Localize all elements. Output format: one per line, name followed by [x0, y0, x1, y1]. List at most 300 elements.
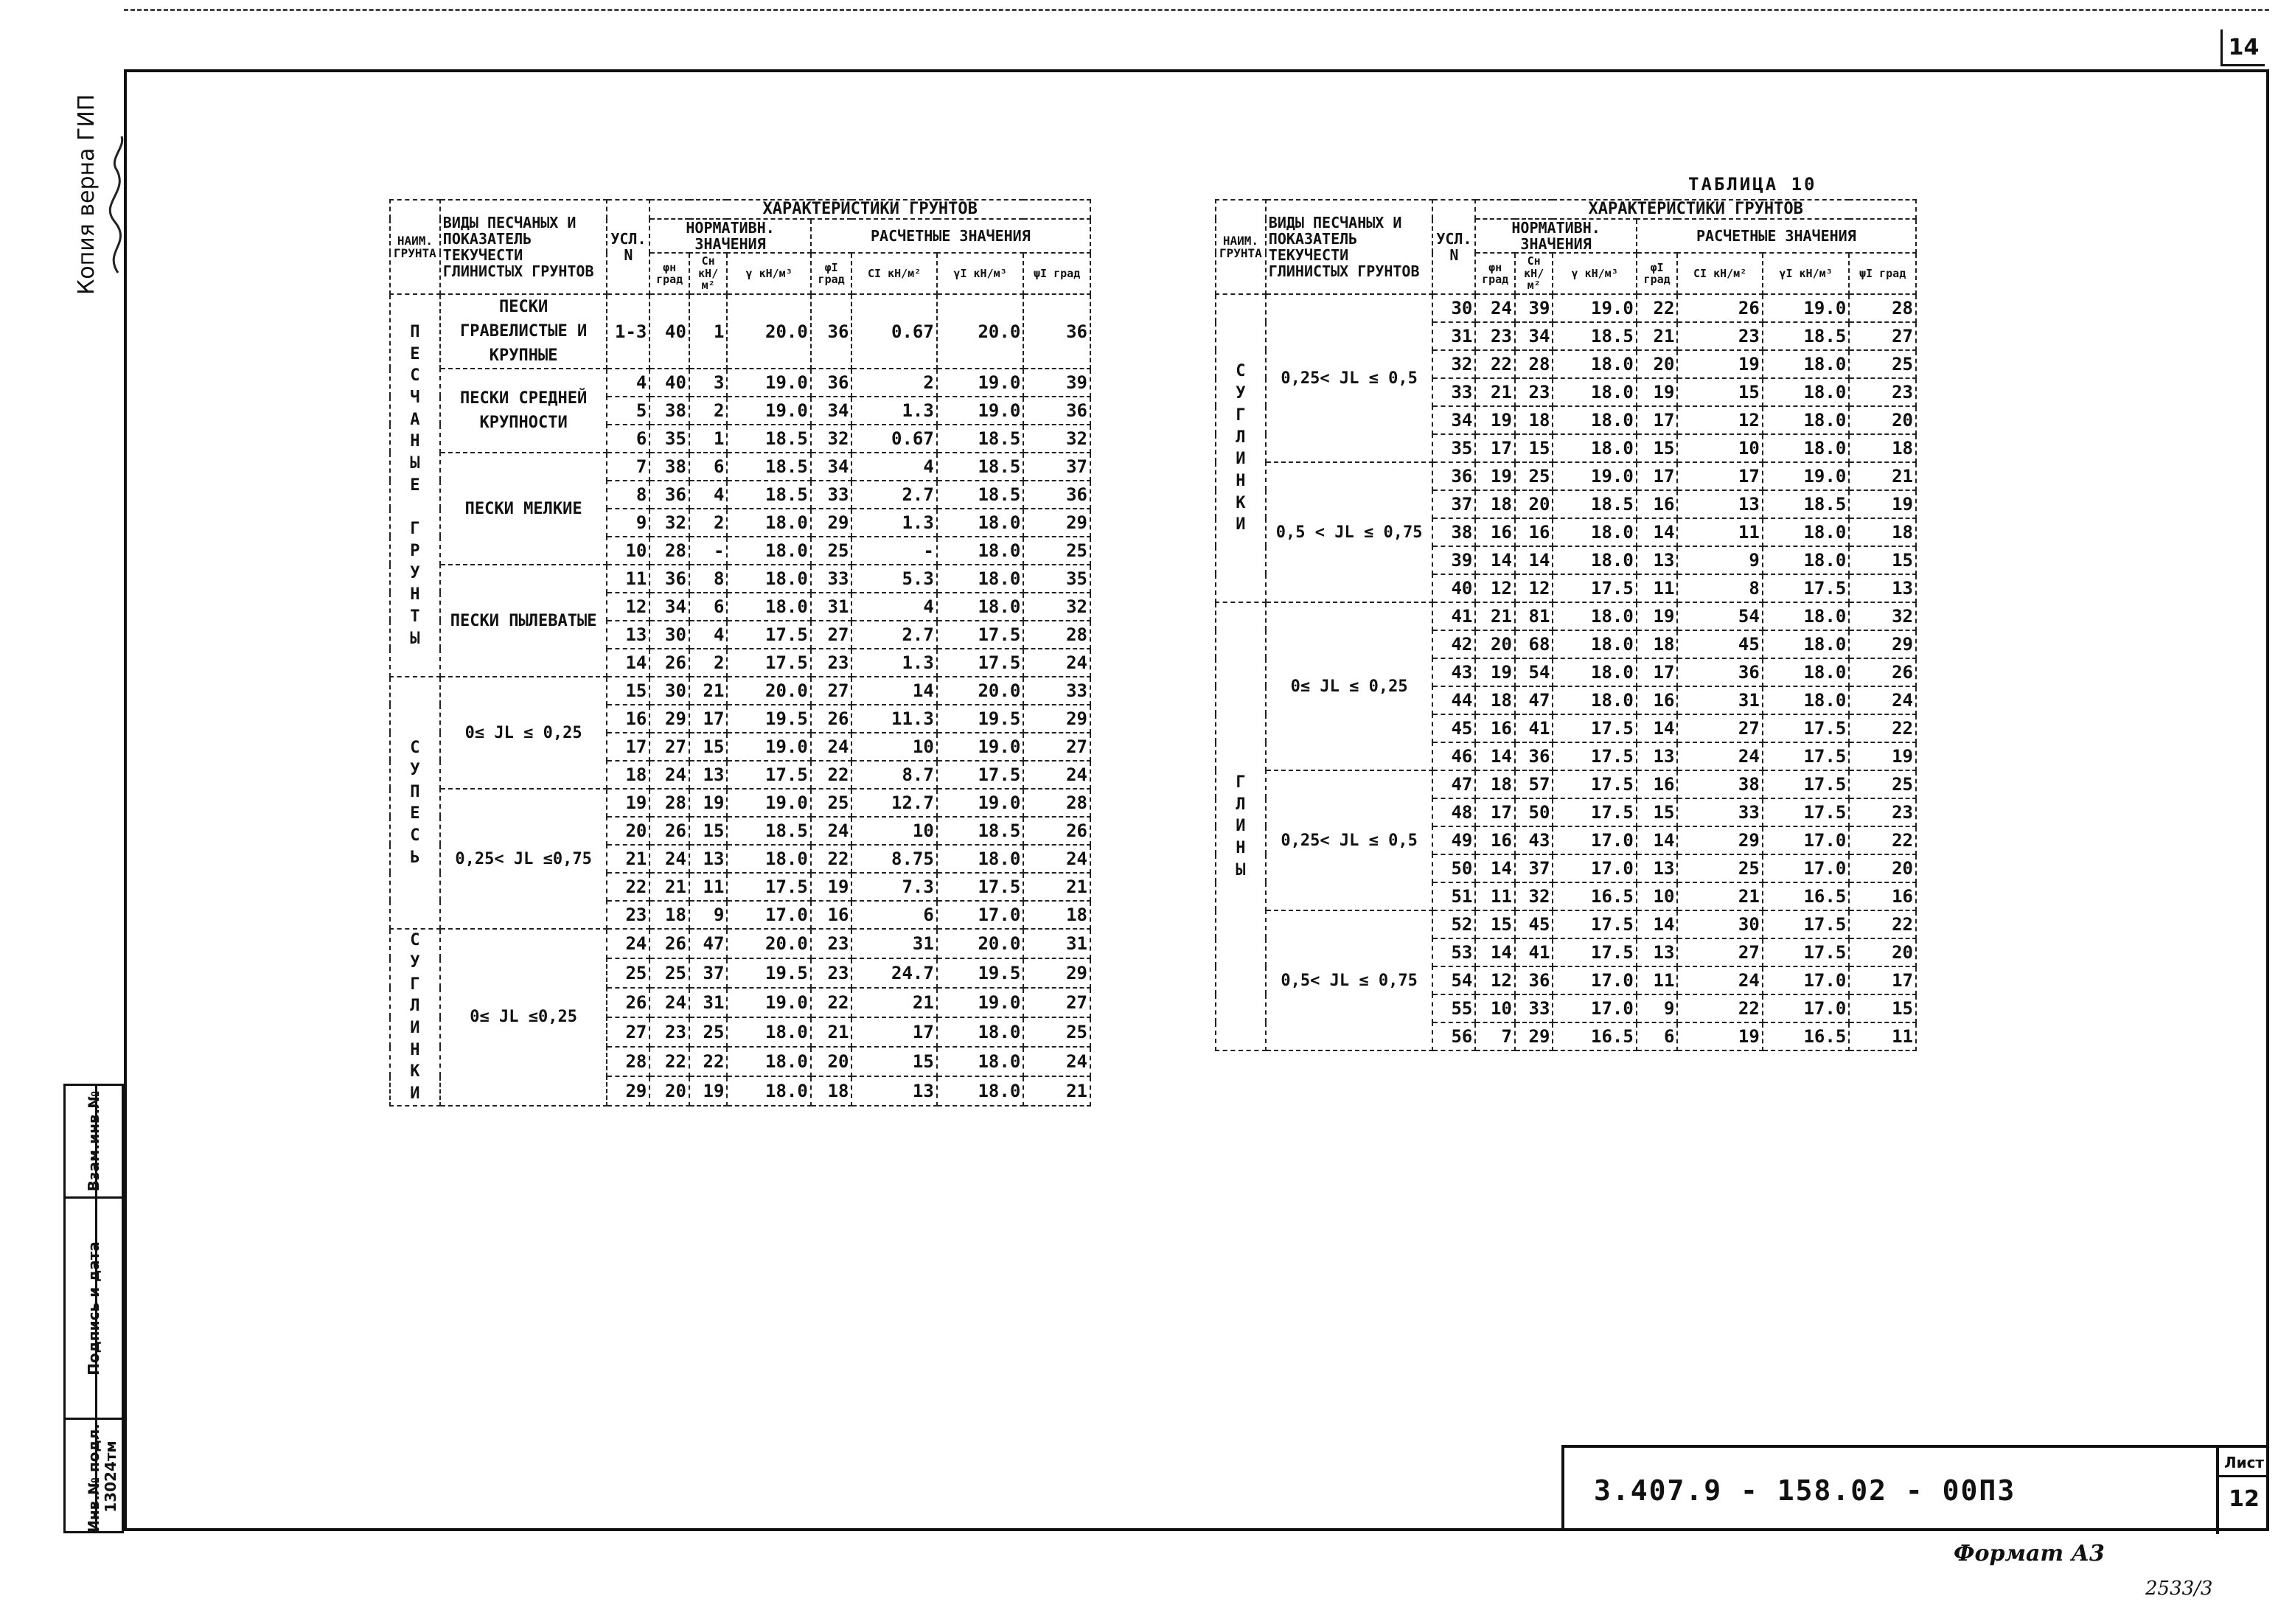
table-cell: 30: [1432, 294, 1475, 322]
table-cell: 25: [1515, 462, 1553, 490]
table-cell: 28: [607, 1047, 649, 1076]
table-cell: 24: [649, 761, 689, 789]
table-cell: 9: [607, 509, 649, 537]
table-cell: 47: [1515, 686, 1553, 714]
header-cI: CI кН/м²: [1677, 253, 1762, 294]
table-cell: 19: [1849, 490, 1916, 518]
table-cell: 19: [1475, 462, 1515, 490]
table-cell: 18.0: [1553, 658, 1636, 686]
table-cell: 6: [689, 593, 728, 621]
table-cell: 10: [1677, 434, 1762, 462]
table-cell: 21: [1475, 602, 1515, 630]
table-cell: 19.0: [1553, 462, 1636, 490]
table-cell: 35: [1432, 434, 1475, 462]
table-cell: 20: [649, 1076, 689, 1106]
table-cell: 17.0: [1553, 854, 1636, 882]
table-cell: 8: [689, 565, 728, 593]
soil-group-name: Г Л И Н Ы: [1216, 602, 1266, 1050]
table-cell: 25: [1023, 1017, 1090, 1047]
table-cell: 18.0: [937, 537, 1023, 565]
table-cell: 18.0: [1763, 518, 1849, 546]
table-cell: 17.5: [1763, 938, 1849, 966]
table-cell: 1-3: [607, 294, 649, 369]
table-cell: 33: [1023, 677, 1090, 705]
table-cell: 17.5: [1763, 910, 1849, 938]
table-cell: 41: [1515, 714, 1553, 742]
table-cell: 4: [689, 481, 728, 509]
table-cell: 18.0: [937, 1017, 1023, 1047]
table-cell: 33: [1515, 994, 1553, 1022]
header-cn: Сн кН/м²: [689, 253, 728, 294]
table-cell: 7: [607, 453, 649, 481]
table-cell: 18.0: [1553, 406, 1636, 434]
side-stamp-box: [63, 1084, 124, 1533]
table-cell: 31: [811, 593, 852, 621]
table-cell: 33: [811, 481, 852, 509]
table-cell: 17.5: [1553, 714, 1636, 742]
table-cell: 18: [1475, 770, 1515, 798]
table-cell: 27: [649, 733, 689, 761]
table-cell: 20.0: [937, 929, 1023, 958]
table-cell: 23: [811, 958, 852, 988]
table-cell: 26: [607, 988, 649, 1017]
table-cell: 19.0: [937, 369, 1023, 397]
header-cond-no: УСЛ. N: [607, 200, 649, 294]
header-calculated: РАСЧЕТНЫЕ ЗНАЧЕНИЯ: [1637, 219, 1916, 253]
table-cell: 17.5: [1553, 798, 1636, 826]
table-cell: 19.0: [727, 369, 810, 397]
header-gamma: γ кН/м³: [1553, 253, 1636, 294]
header-characteristics: ХАРАКТЕРИСТИКИ ГРУНТОВ: [649, 200, 1090, 219]
table-cell: 18: [1475, 686, 1515, 714]
table-cell: 11: [607, 565, 649, 593]
table-cell: 25: [1849, 770, 1916, 798]
table-cell: 47: [689, 929, 728, 958]
table-cell: 18.0: [1763, 630, 1849, 658]
table-cell: 36: [649, 481, 689, 509]
table-cell: 25: [1677, 854, 1762, 882]
table-cell: 18.5: [727, 425, 810, 453]
table-cell: 2: [689, 397, 728, 425]
table-cell: 14: [1515, 546, 1553, 574]
table-cell: 17: [1637, 462, 1678, 490]
soil-subgroup-label: 0,5 < JL ≤ 0,75: [1266, 462, 1433, 602]
table-cell: 9: [1677, 546, 1762, 574]
table-cell: 49: [1432, 826, 1475, 854]
table-cell: 38: [649, 453, 689, 481]
table-cell: 19.0: [727, 789, 810, 817]
table-cell: 17.0: [1763, 994, 1849, 1022]
table-cell: 2: [689, 509, 728, 537]
table-cell: 15: [1637, 434, 1678, 462]
table-cell: 22: [1677, 994, 1762, 1022]
sheet-box: [2216, 1448, 2269, 1534]
soil-subgroup-label: 0,25< JL ≤ 0,5: [1266, 770, 1433, 910]
table-cell: 37: [689, 958, 728, 988]
table-cell: 15: [1637, 798, 1678, 826]
table-cell: 17.5: [727, 621, 810, 649]
table-cell: 21: [1637, 322, 1678, 350]
table-cell: 29: [607, 1076, 649, 1106]
table-cell: 17.0: [1553, 994, 1636, 1022]
table-cell: 6: [689, 453, 728, 481]
soil-table-left: [389, 199, 1091, 1107]
table-cell: 24: [1849, 686, 1916, 714]
table-cell: 54: [1677, 602, 1762, 630]
table-cell: 41: [1515, 938, 1553, 966]
table-cell: 23: [811, 649, 852, 677]
table-cell: 19.5: [937, 958, 1023, 988]
table-cell: 21: [649, 873, 689, 901]
table-cell: 19.0: [937, 397, 1023, 425]
table-cell: 7: [1475, 1022, 1515, 1050]
table-cell: 15: [1475, 910, 1515, 938]
table-cell: 22: [811, 845, 852, 873]
table-cell: 19.0: [937, 733, 1023, 761]
table-cell: 27: [1023, 988, 1090, 1017]
table-cell: 32: [811, 425, 852, 453]
soil-subgroup-label: 0,25< JL ≤0,75: [440, 789, 607, 929]
table-cell: 19: [689, 789, 728, 817]
table-cell: 34: [649, 593, 689, 621]
table-cell: 12.7: [851, 789, 936, 817]
table-cell: 18.5: [1553, 322, 1636, 350]
table-cell: 24: [607, 929, 649, 958]
table-cell: -: [851, 537, 936, 565]
table-cell: 4: [851, 453, 936, 481]
stamp-replace-label: Взам.инв.№: [85, 1090, 102, 1192]
table-cell: 26: [1023, 817, 1090, 845]
table-cell: 18.0: [1763, 406, 1849, 434]
sheet-number: 12: [2229, 1486, 2260, 1512]
table-cell: 18: [1637, 630, 1678, 658]
table-cell: 24: [1023, 845, 1090, 873]
table-cell: 22: [1849, 714, 1916, 742]
table-cell: 14: [607, 649, 649, 677]
table-cell: 38: [1677, 770, 1762, 798]
table-cell: 19.5: [727, 958, 810, 988]
table-cell: 20.0: [727, 929, 810, 958]
table-cell: 29: [649, 705, 689, 733]
table-cell: 25: [1849, 350, 1916, 378]
table-cell: 43: [1515, 826, 1553, 854]
table-row: [1216, 602, 1916, 630]
table-cell: 29: [1849, 630, 1916, 658]
table-cell: 18: [1515, 406, 1553, 434]
table-cell: 18.5: [727, 481, 810, 509]
table-cell: 17: [689, 705, 728, 733]
table-cell: 17.0: [1763, 966, 1849, 994]
table-cell: 39: [1432, 546, 1475, 574]
table-cell: 19: [1475, 658, 1515, 686]
table-cell: 36: [1023, 481, 1090, 509]
table-cell: 31: [689, 988, 728, 1017]
table-cell: 18.0: [1763, 378, 1849, 406]
table-cell: 18.0: [937, 1047, 1023, 1076]
table-cell: 19: [689, 1076, 728, 1106]
table-cell: 18.0: [937, 593, 1023, 621]
table-cell: 17: [1637, 406, 1678, 434]
table-cell: 14: [1637, 826, 1678, 854]
table-cell: 11: [1637, 574, 1678, 602]
table-cell: 13: [1677, 490, 1762, 518]
table-cell: 17.5: [727, 873, 810, 901]
table-cell: 32: [1023, 593, 1090, 621]
table-cell: 2.7: [851, 621, 936, 649]
header-cn: Сн кН/м²: [1515, 253, 1553, 294]
table-cell: 18.0: [1763, 350, 1849, 378]
table-cell: 26: [811, 705, 852, 733]
header-gammaI: γI кН/м³: [1763, 253, 1849, 294]
table-cell: 14: [1475, 546, 1515, 574]
table-cell: 21: [1475, 378, 1515, 406]
table-cell: 36: [1515, 742, 1553, 770]
table-cell: 57: [1515, 770, 1553, 798]
table-row: [1216, 462, 1916, 490]
table-cell: 18.0: [1763, 602, 1849, 630]
table-row: [390, 453, 1090, 481]
table-cell: 19: [1637, 378, 1678, 406]
table-cell: 18.5: [1763, 490, 1849, 518]
table-cell: 56: [1432, 1022, 1475, 1050]
table-cell: 29: [1023, 958, 1090, 988]
table-row: [390, 789, 1090, 817]
table-cell: 17: [1677, 462, 1762, 490]
table-cell: 24: [811, 733, 852, 761]
table-cell: 20: [1515, 490, 1553, 518]
table-cell: 13: [1637, 742, 1678, 770]
table-cell: 31: [1023, 929, 1090, 958]
table-cell: 19.0: [937, 988, 1023, 1017]
header-soil-name: НАИМ. ГРУНТА: [1216, 200, 1266, 294]
table-cell: 24: [649, 988, 689, 1017]
table-cell: 17: [851, 1017, 936, 1047]
table-cell: 36: [1432, 462, 1475, 490]
table-cell: 21: [1023, 1076, 1090, 1106]
header-cI: CI кН/м²: [851, 253, 936, 294]
table-cell: 36: [649, 565, 689, 593]
table-cell: 17.0: [1763, 854, 1849, 882]
table-cell: 12: [1475, 966, 1515, 994]
table-cell: 16: [1475, 714, 1515, 742]
soil-subgroup-label: 0≤ JL ≤0,25: [440, 929, 607, 1106]
stamp-inv-value: 13024тм: [102, 1440, 119, 1513]
table-cell: 22: [607, 873, 649, 901]
stamp-replace-cell: [66, 1086, 122, 1196]
soil-subgroup-label: ПЕСКИ ГРАВЕЛИСТЫЕ И КРУПНЫЕ: [440, 294, 607, 369]
header-phin: φн град: [649, 253, 689, 294]
table-cell: 26: [1849, 658, 1916, 686]
table-cell: 11: [1637, 966, 1678, 994]
document-code: 3.407.9 - 158.02 - 00П3: [1594, 1474, 2016, 1507]
table-cell: 16.5: [1763, 882, 1849, 910]
table-cell: 17.5: [1553, 742, 1636, 770]
table-cell: 39: [1515, 294, 1553, 322]
table-cell: 19.0: [727, 988, 810, 1017]
table-cell: 25: [649, 958, 689, 988]
table-cell: 18.0: [727, 1047, 810, 1076]
stamp-sign-cell: [66, 1196, 122, 1418]
table-cell: 26: [649, 817, 689, 845]
table-cell: 36: [1023, 397, 1090, 425]
table-cell: 16.5: [1553, 882, 1636, 910]
table-cell: 17.0: [1763, 826, 1849, 854]
table-cell: 25: [1023, 537, 1090, 565]
table-cell: 18: [1849, 518, 1916, 546]
table-cell: 17.0: [937, 901, 1023, 929]
table-cell: 18.0: [1553, 602, 1636, 630]
table-cell: 25: [811, 537, 852, 565]
table-cell: 10: [1637, 882, 1678, 910]
table-cell: 6: [607, 425, 649, 453]
table-cell: 21: [1023, 873, 1090, 901]
table-cell: 54: [1432, 966, 1475, 994]
table-cell: 46: [1432, 742, 1475, 770]
table-cell: 11: [1677, 518, 1762, 546]
table-cell: 37: [1515, 854, 1553, 882]
table-cell: 40: [649, 294, 689, 369]
table-cell: 28: [649, 789, 689, 817]
table-cell: 1: [689, 425, 728, 453]
stamp-sign-label: Подпись и дата: [85, 1241, 102, 1376]
table-cell: 19.5: [727, 705, 810, 733]
table-cell: 26: [649, 929, 689, 958]
table-cell: 16: [1849, 882, 1916, 910]
header-characteristics: ХАРАКТЕРИСТИКИ ГРУНТОВ: [1475, 200, 1916, 219]
table-cell: 17.5: [1553, 910, 1636, 938]
soil-subgroup-label: 0,25< JL ≤ 0,5: [1266, 294, 1433, 462]
table-cell: 10: [607, 537, 649, 565]
table-cell: 18.0: [727, 593, 810, 621]
table-cell: 13: [1637, 938, 1678, 966]
table-cell: 20: [1849, 854, 1916, 882]
table-cell: 21: [811, 1017, 852, 1047]
title-block: [1561, 1445, 2269, 1531]
table-cell: 36: [811, 294, 852, 369]
table-cell: 16: [1637, 686, 1678, 714]
table-cell: 18: [1475, 490, 1515, 518]
table-cell: 34: [811, 397, 852, 425]
table-cell: 16: [811, 901, 852, 929]
table-cell: 18.5: [937, 481, 1023, 509]
soil-subgroup-label: 0≤ JL ≤ 0,25: [440, 677, 607, 789]
table-cell: 14: [1637, 714, 1678, 742]
table-cell: 16: [1637, 770, 1678, 798]
table-cell: 45: [1677, 630, 1762, 658]
table-cell: 28: [1023, 789, 1090, 817]
table-cell: 23: [1475, 322, 1515, 350]
table-cell: 31: [851, 929, 936, 958]
table-cell: 8.75: [851, 845, 936, 873]
table-cell: 33: [1677, 798, 1762, 826]
stamp-inv-label: Инв.№ подл.: [85, 1423, 102, 1533]
table-cell: 4: [607, 369, 649, 397]
table-row: [1216, 770, 1916, 798]
table-cell: 23: [1849, 798, 1916, 826]
table-cell: 32: [1515, 882, 1553, 910]
header-phiI: φI град: [1637, 253, 1678, 294]
table-cell: 2: [851, 369, 936, 397]
table-cell: 37: [1023, 453, 1090, 481]
table-cell: 30: [649, 621, 689, 649]
table-cell: 6: [1637, 1022, 1678, 1050]
table-cell: 43: [1432, 658, 1475, 686]
soil-table-right: [1215, 199, 1917, 1051]
table-cell: 23: [607, 901, 649, 929]
table-cell: 13: [1637, 854, 1678, 882]
table-cell: 2: [689, 649, 728, 677]
table-cell: 18.0: [1763, 546, 1849, 574]
table-row: [1216, 294, 1916, 322]
soil-subgroup-label: ПЕСКИ ПЫЛЕВАТЫЕ: [440, 565, 607, 677]
table-cell: 15: [607, 677, 649, 705]
table-cell: 17.5: [937, 649, 1023, 677]
sheet-label: Лист: [2219, 1448, 2269, 1477]
header-psiI: ψI град: [1023, 253, 1090, 294]
table-cell: 27: [1677, 714, 1762, 742]
table-cell: 50: [1515, 798, 1553, 826]
table-cell: 25: [607, 958, 649, 988]
table-cell: 3: [689, 369, 728, 397]
table-cell: 38: [1432, 518, 1475, 546]
table-cell: 22: [649, 1047, 689, 1076]
soil-group-name: П Е С Ч А Н Ы Е Г Р У Н Т Ы: [390, 294, 440, 677]
table-cell: 19.0: [1763, 294, 1849, 322]
table-cell: 32: [1432, 350, 1475, 378]
table-cell: 18.0: [1763, 686, 1849, 714]
table-cell: 38: [649, 397, 689, 425]
table-cell: 18.0: [937, 509, 1023, 537]
table-cell: 48: [1432, 798, 1475, 826]
table-cell: 17.5: [1763, 742, 1849, 770]
table-row: [1216, 910, 1916, 938]
header-gammaI: γI кН/м³: [937, 253, 1023, 294]
table-cell: 18.5: [727, 817, 810, 845]
table-cell: 16.5: [1553, 1022, 1636, 1050]
table-cell: 15: [1849, 994, 1916, 1022]
table-cell: 19: [1849, 742, 1916, 770]
table-cell: 1.3: [851, 509, 936, 537]
table-cell: 28: [649, 537, 689, 565]
table-cell: 1: [689, 294, 728, 369]
table-cell: 18.0: [727, 845, 810, 873]
table-cell: 28: [1023, 621, 1090, 649]
table-cell: 21: [1849, 462, 1916, 490]
table-cell: 18.0: [1553, 686, 1636, 714]
table-cell: 4: [689, 621, 728, 649]
table-cell: 20.0: [727, 294, 810, 369]
table-cell: 26: [1677, 294, 1762, 322]
table-cell: 31: [1677, 686, 1762, 714]
table-cell: 17.5: [1763, 770, 1849, 798]
soil-subgroup-label: 0,5< JL ≤ 0,75: [1266, 910, 1433, 1050]
table-cell: 23: [1677, 322, 1762, 350]
table-cell: 18.0: [937, 845, 1023, 873]
table-cell: 26: [649, 649, 689, 677]
soil-subgroup-label: ПЕСКИ МЕЛКИЕ: [440, 453, 607, 565]
table-cell: 25: [811, 789, 852, 817]
table-cell: 0.67: [851, 425, 936, 453]
table-cell: 24: [1677, 742, 1762, 770]
table-cell: 11: [1475, 882, 1515, 910]
table-cell: 20: [607, 817, 649, 845]
table-cell: 81: [1515, 602, 1553, 630]
table-cell: 24: [1023, 761, 1090, 789]
table-cell: 14: [1475, 854, 1515, 882]
table-cell: 16: [1475, 518, 1515, 546]
table-cell: 22: [1637, 294, 1678, 322]
table-cell: 68: [1515, 630, 1553, 658]
